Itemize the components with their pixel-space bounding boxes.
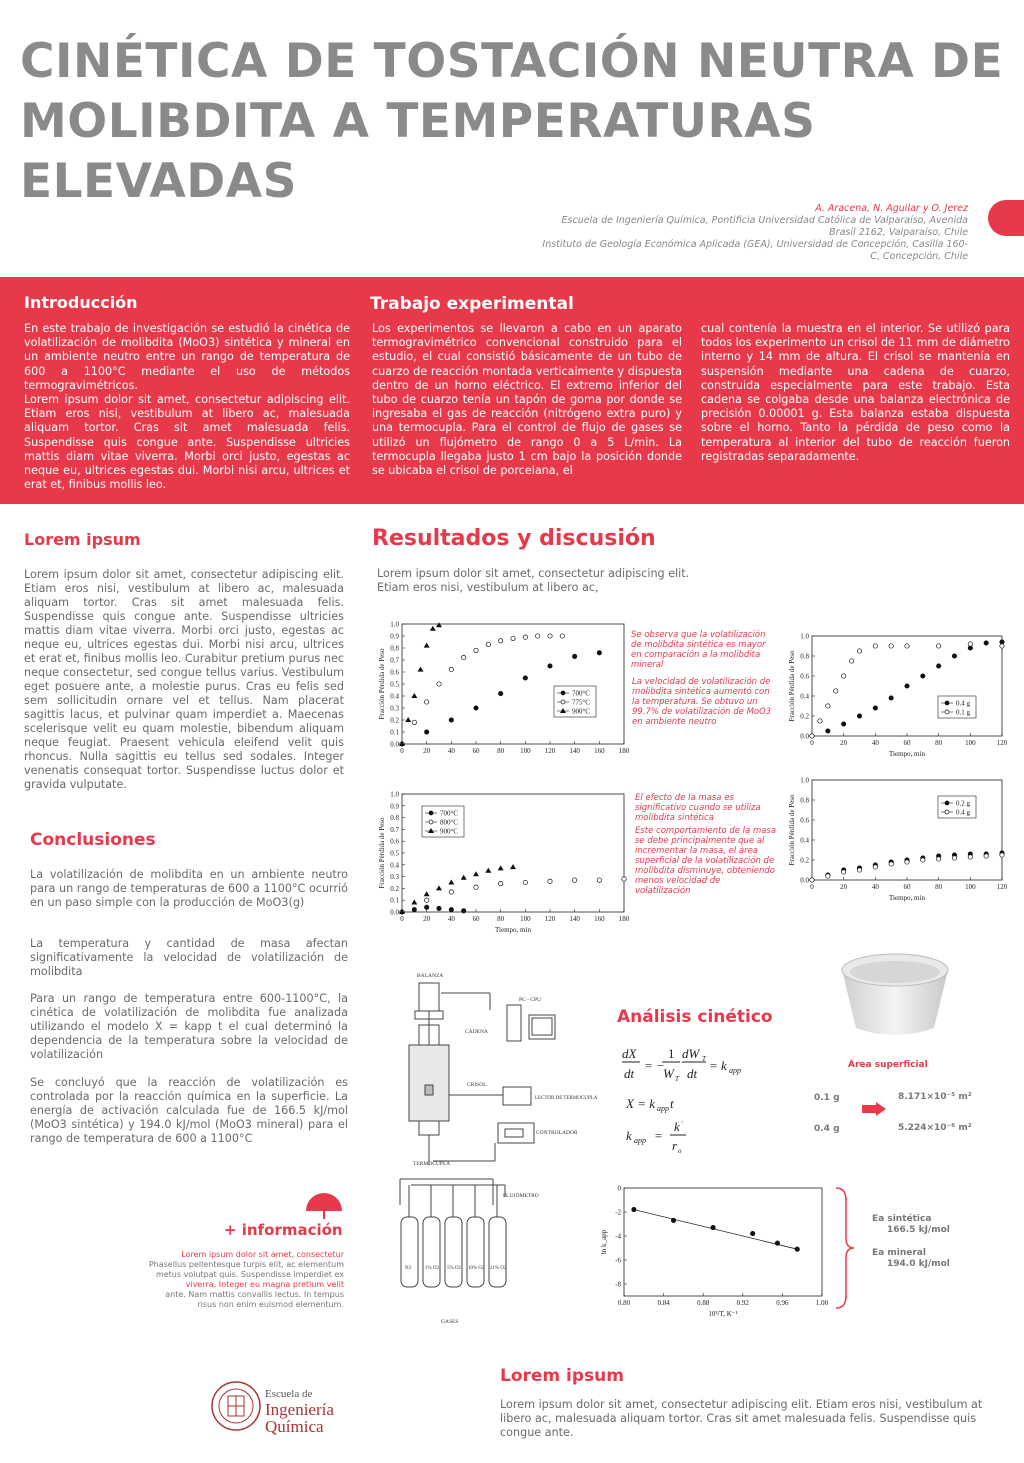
data-point	[449, 907, 453, 911]
note-1: Se observa que la volatilización de molibdita sintética es mayor en comparación a la molibdita mineral	[631, 630, 766, 670]
data-point	[826, 729, 830, 733]
data-point	[572, 654, 576, 658]
data-point	[775, 1241, 779, 1245]
y-tick-label: 0	[617, 1184, 621, 1193]
legend-label: 0.1 g	[956, 708, 970, 717]
gas-label-4: 10% O2	[468, 1266, 485, 1271]
conclusions-p2: La temperatura y cantidad de masa afectan significativamente la velocidad de volatilización de molibdita	[30, 937, 348, 978]
x-tick-label: 120	[996, 883, 1008, 891]
author-names: A. Aracena, N. Aguilar y O. Jerez	[815, 203, 968, 214]
y-tick-label: 0.6	[390, 837, 399, 846]
x-tick-label: 20	[423, 747, 431, 755]
data-point	[936, 644, 940, 648]
x-tick-label: 60	[472, 747, 480, 755]
plot-frame	[402, 624, 624, 744]
svg-text:app: app	[657, 1104, 669, 1113]
data-point	[826, 704, 830, 708]
kinetics-heading: Análisis cinético	[617, 1007, 773, 1027]
svg-text:T: T	[702, 1055, 706, 1063]
gas-label-2: 1% O2	[425, 1266, 440, 1271]
y-tick-label: 1.0	[390, 620, 399, 629]
svg-text:r: r	[672, 1138, 678, 1153]
university-seal-logo	[210, 1380, 262, 1432]
data-point	[461, 875, 467, 880]
y-tick-label: 0.4	[390, 692, 399, 701]
x-tick-label: 140	[569, 747, 580, 755]
y-tick-label: 1.0	[800, 776, 809, 785]
y-tick-label: 0.8	[800, 796, 809, 805]
y-tick-label: 0.6	[800, 672, 809, 681]
data-point	[436, 622, 442, 627]
more-info-heading: + información	[224, 1221, 343, 1239]
data-point	[418, 667, 424, 672]
x-tick-label: 40	[447, 747, 455, 755]
svg-text:': '	[681, 1120, 683, 1128]
data-point	[474, 706, 478, 710]
y-tick-label: 0.7	[390, 656, 399, 665]
x-tick-label: 0	[400, 915, 404, 923]
data-point	[711, 1225, 715, 1229]
legend-label: 775°C	[572, 698, 590, 707]
svg-text:dt: dt	[624, 1066, 635, 1081]
data-point	[905, 684, 909, 688]
x-tick-label: 120	[544, 747, 556, 755]
data-point	[449, 890, 453, 894]
mass-1: 0.1 g	[814, 1093, 840, 1103]
brace-icon	[834, 1186, 856, 1310]
decor-umbrella	[306, 1193, 342, 1211]
svg-text:app: app	[634, 1136, 646, 1145]
legend-marker	[561, 691, 565, 695]
x-axis-label: Tiempo, min	[495, 926, 531, 934]
more-info-line-4: viverra. Integer eu magna pretium velit	[185, 1280, 344, 1289]
data-point	[523, 635, 527, 639]
data-point	[461, 909, 465, 913]
lorem-text-2: Lorem ipsum dolor sit amet, consectetur adipiscing elit. Etiam eros nisi, vestibulum at libero ac, malesuada aliquam tortor. Cras sit amet malesuada felis. Suspendisse quis congue ante.	[500, 1398, 983, 1439]
svg-text:dt: dt	[687, 1066, 698, 1081]
ea-mineral-value: 194.0 kJ/mol	[887, 1259, 950, 1269]
data-point	[810, 734, 814, 738]
data-point	[436, 885, 442, 890]
y-tick-label: 0.5	[390, 680, 399, 689]
svg-text:= k: = k	[709, 1058, 727, 1073]
data-point	[834, 689, 838, 693]
label-balanza: BALANZA	[417, 973, 444, 979]
data-point	[449, 718, 453, 722]
conclusions-heading: Conclusiones	[30, 830, 156, 850]
legend-label: 700°C	[572, 689, 590, 698]
data-point	[841, 674, 845, 678]
more-info-line-6: risus non enim euismod elementum.	[197, 1300, 344, 1309]
label-crisol: CRISOL	[467, 1082, 487, 1088]
svg-text:app: app	[729, 1066, 741, 1075]
x-tick-label: 60	[472, 915, 480, 923]
data-point	[511, 636, 515, 640]
data-point	[424, 700, 428, 704]
data-point	[1000, 853, 1004, 857]
x-tick-label: 40	[871, 739, 879, 747]
legend-marker	[945, 701, 949, 705]
authors-block	[538, 203, 968, 263]
y-tick-label: 1.0	[390, 790, 399, 799]
data-point	[424, 905, 428, 909]
label-gases: GASES	[441, 1319, 459, 1325]
x-tick-label: 120	[996, 739, 1008, 747]
data-point	[921, 858, 925, 862]
apparatus-diagram	[395, 965, 598, 1335]
legend-marker	[945, 710, 949, 714]
y-tick-label: 0.9	[390, 802, 399, 811]
y-tick-label: 0.2	[390, 884, 399, 893]
more-info-line-2: Phasellus pellentesque turpis elit, ac elementum	[148, 1260, 344, 1269]
data-point	[597, 651, 601, 655]
legend-marker	[945, 801, 949, 805]
y-axis-label: Fracción Pérdida de Peso	[378, 817, 386, 889]
x-tick-label: 20	[423, 915, 431, 923]
x-tick-label: 0.92	[736, 1299, 749, 1307]
label-cadena: CADENA	[465, 1029, 488, 1035]
data-point	[873, 644, 877, 648]
x-tick-label: 80	[497, 915, 505, 923]
x-tick-label: 20	[840, 739, 848, 747]
y-tick-label: 1.0	[800, 632, 809, 641]
plot-frame	[624, 1188, 822, 1296]
data-point	[448, 880, 454, 885]
results-heading: Resultados y discusión	[372, 526, 656, 551]
intro-heading: Introducción	[24, 293, 138, 312]
chart-mass-mineral	[790, 772, 1012, 904]
data-point	[622, 877, 626, 881]
conclusions-p4: Se concluyó que la reacción de volatilización es controlada por la reacción química en la superficie. La energía de activación calculada fue de 166.5 kJ/mol (MoO3 sintética) y 194.0 kJ/mol (MoO3 mineral) para el rango de temperatura de 600 a 1100°C	[30, 1076, 348, 1145]
data-point	[632, 1207, 636, 1211]
y-tick-label: 0.2	[800, 712, 809, 721]
data-point	[597, 878, 601, 882]
label-flujometro: FLUJÓMETRO	[503, 1193, 539, 1199]
data-point	[437, 906, 441, 910]
area-2: 5.224×10⁻⁶ m²	[898, 1123, 972, 1133]
y-tick-label: 0.3	[390, 873, 399, 882]
y-tick-label: 0.1	[390, 896, 399, 905]
affiliation-2: Instituto de Geología Económica Aplicada (GEA), Universidad de Concepción, Casilla 160-C, Concepción, Chile	[542, 239, 968, 262]
svg-text:dW: dW	[682, 1046, 700, 1061]
data-point	[498, 881, 502, 885]
svg-text:dX: dX	[622, 1046, 637, 1061]
data-point	[548, 664, 552, 668]
note-3: El efecto de la masa es significativo cuando se utiliza molibdita sintética	[635, 793, 761, 823]
y-tick-label: 0.2	[800, 856, 809, 865]
label-pc: PC - CPU	[519, 997, 542, 1003]
y-axis-label: Fracción Pérdida de Peso	[378, 648, 386, 720]
x-tick-label: 0.96	[776, 1299, 789, 1307]
conclusions-p3: Para un rango de temperatura entre 600-1100°C, la cinética de volatilización de molibdita fue analizada utilizando el modelo X = kapp t el cual determinó la dependencia de la temperatura sobre la velocidad de volatilización	[30, 992, 348, 1061]
lorem-heading-2: Lorem ipsum	[500, 1366, 624, 1386]
svg-text:T: T	[675, 1075, 679, 1083]
data-point	[905, 860, 909, 864]
y-tick-label: 0.8	[390, 644, 399, 653]
svg-text:=: =	[654, 1128, 663, 1143]
lorem-heading-1: Lorem ipsum	[24, 530, 141, 549]
x-tick-label: 0	[400, 747, 404, 755]
decor-umbrella-stem	[323, 1211, 325, 1219]
svg-text:k: k	[626, 1128, 632, 1143]
y-tick-label: 0.4	[800, 692, 809, 701]
y-tick-label: -6	[615, 1256, 621, 1265]
x-tick-label: 120	[544, 915, 556, 923]
logo-line-1: Escuela de	[265, 1388, 313, 1400]
note-2: La velocidad de volatilización de molibdita sintética aumentó con la temperatura. Se obtuvo un 99.7% de volatilización de MoO3 en ambiente neutro	[632, 677, 772, 727]
svg-text:1: 1	[668, 1046, 675, 1061]
legend-label: 0.4 g	[956, 699, 970, 708]
lorem-text-1: Lorem ipsum dolor sit amet, consectetur adipiscing elit. Etiam eros nisi, vestibulum at libero ac, malesuada aliquam tortor. Cras sit amet malesuada felis. Suspendisse quis congue ante. Suspendisse ultricies mattis diam vitae viverra. Morbi orci justo, egestas ac neque eu, ultrices egestas dui. Morbi nisi arcu, ultrices et erat et, finibus mollis leo. Curabitur pretium purus nec neque consectetur, sed congue tellus varius. Vestibulum eget posuere ante, a molestie purus. Cras eu felis sed sem sollicitudin ornare vel et tellus. Nam placerat sagittis lacus, et pulvinar quam imperdiet a. Maecenas scelerisque velit eu quam molestie, bibendum aliquam neque feugiat. Praesent vehicula eleifend velit quis rhoncus. Nulla sagittis eu tellus sed sodales. Integer venenatis consequat tortor. Suspendisse luctus dolor et gravida vulputate.	[24, 568, 344, 791]
data-point	[984, 854, 988, 858]
legend-label: 0.4 g	[956, 808, 970, 817]
y-tick-label: 0.1	[390, 728, 399, 737]
logo-line-2: Ingeniería	[265, 1400, 334, 1419]
x-tick-label: 60	[903, 883, 911, 891]
legend-label: 800°C	[440, 818, 458, 827]
more-info-line-3: metus volutpat quis. Suspendisse imperdiet ex	[155, 1270, 344, 1279]
x-tick-label: 180	[618, 747, 630, 755]
data-point	[430, 626, 436, 631]
x-tick-label: 80	[497, 747, 505, 755]
crucible-image	[834, 948, 956, 1048]
x-tick-label: 0.84	[657, 1299, 670, 1307]
y-tick-label: 0.0	[800, 732, 809, 741]
ea-mineral-label: Ea mineral	[872, 1248, 926, 1258]
data-point	[968, 855, 972, 859]
poster-title: CINÉTICA DE TOSTACIÓN NEUTRA DE MOLIBDITA A TEMPERATURAS ELEVADAS	[20, 34, 1004, 209]
data-point	[795, 1247, 799, 1251]
ea-synthetic	[872, 1214, 950, 1236]
data-point	[411, 693, 417, 698]
x-axis-label: Tiempo, min	[889, 750, 925, 758]
data-point	[921, 674, 925, 678]
decor-half-circle	[988, 200, 1024, 236]
data-point	[857, 649, 861, 653]
x-tick-label: 180	[618, 915, 630, 923]
y-tick-label: 0.8	[390, 814, 399, 823]
data-point	[510, 864, 516, 869]
legend-marker	[429, 811, 433, 815]
arrow-right-icon	[862, 1102, 886, 1116]
label-termocupla: TERMOCUPLA	[413, 1161, 451, 1167]
data-point	[449, 667, 453, 671]
x-tick-label: 140	[569, 915, 580, 923]
x-tick-label: 0.88	[697, 1299, 710, 1307]
label-lector: LECTOR DE TERMOCUPLA	[535, 1096, 598, 1101]
ea-synthetic-label: Ea sintética	[872, 1214, 932, 1224]
intro-text: En este trabajo de investigación se estudió la cinética de volatilización de molibdita (MoO3) sintética y mineral en un ambiente neutro entre un rango de temperatura de 600 a 1100°C mediante el uso de métodos termogravimétricos. Lorem ipsum dolor sit amet, consectetur adipiscing elit. Etiam eros nisi, vestibulum at libero ac, malesuada aliquam tortor. Cras sit amet malesuada felis. Suspendisse quis congue ante. Suspendisse ultricies mattis diam vitae viverra. Morbi orci justo, egestas ac neque eu, ultrices egestas dui. Morbi nisi arcu, ultrices et erat et, finibus mollis leo.	[24, 322, 350, 492]
data-point	[818, 719, 822, 723]
plot-frame	[812, 780, 1002, 880]
data-point	[751, 1231, 755, 1235]
y-tick-label: 0.3	[390, 704, 399, 713]
x-tick-label: 0.80	[617, 1299, 631, 1307]
data-point	[873, 706, 877, 710]
y-tick-label: 0.8	[800, 652, 809, 661]
legend-label: 900°C	[440, 827, 458, 836]
svg-text:X = k: X = k	[626, 1096, 655, 1111]
experimental-text-col1: Los experimentos se llevaron a cabo en un aparato termogravimétrico convencional construido para el estudio, el cual consistió básicamente de un tubo de cuarzo de reacción montada verticalmente y dispuesta dentro de un horno eléctrico. El extremo inferior del tubo de cuarzo tenía un tapón de goma por donde se ingresaba el gas de reacción (nitrógeno extra puro) y una termocupla. Para el control de flujo de gases se utilizó un flujómetro de rango 0 a 5 L/min. La termocupla llegaba justo 1 cm bajo la posición donde se ubicaba el crisol de porcelana, el	[372, 322, 682, 478]
data-point	[424, 898, 428, 902]
data-point	[498, 691, 502, 695]
svg-text:k: k	[674, 1119, 680, 1134]
y-tick-label: 0.0	[800, 876, 809, 885]
data-point	[523, 880, 527, 884]
svg-text:o: o	[678, 1147, 682, 1155]
data-point	[889, 644, 893, 648]
data-point	[889, 862, 893, 866]
x-tick-label: 0	[810, 883, 814, 891]
chart-arrhenius	[598, 1180, 830, 1320]
x-tick-label: 80	[935, 739, 943, 747]
y-tick-label: 0.0	[390, 740, 399, 749]
data-point	[849, 659, 853, 663]
y-tick-label: 0.7	[390, 825, 399, 834]
data-point	[548, 634, 552, 638]
gas-label-1: N2	[405, 1266, 412, 1271]
data-point	[498, 639, 502, 643]
data-point	[424, 730, 428, 734]
data-point	[474, 885, 478, 889]
data-point	[1000, 644, 1004, 648]
legend-marker	[429, 820, 433, 824]
data-point	[857, 714, 861, 718]
logo-line-3: Química	[265, 1417, 324, 1436]
legend-marker	[561, 700, 565, 704]
y-tick-label: 0.5	[390, 849, 399, 858]
data-point	[952, 654, 956, 658]
data-point	[485, 868, 491, 873]
data-point	[461, 655, 465, 659]
data-point	[671, 1218, 675, 1222]
y-tick-label: 0.0	[390, 908, 399, 917]
data-point	[424, 891, 430, 896]
data-point	[437, 682, 441, 686]
x-tick-label: 1.00	[815, 1299, 829, 1307]
x-tick-label: 0	[810, 739, 814, 747]
chart-temp-mineral	[372, 788, 630, 940]
data-point	[474, 648, 478, 652]
experimental-text-col2: cual contenía la muestra en el interior. Se utilizó para todos los experimento un crisol de 11 mm de diámetro interno y 14 mm de altura. El crisol se mantenía en suspensión mediante una cadena de cuarzo, construida especialmente para este trabajo. Esta cadena se colgaba desde una balanza electrónica de precisión 0.00001 g. Esta balanza estaba dispuesta sobre el horno. Tanto la pérdida de peso como la temperatura al interior del tubo de reacción fueron registradas separadamente.	[701, 322, 1010, 463]
data-point	[841, 870, 845, 874]
legend-label: 900°C	[572, 707, 590, 716]
y-tick-label: -2	[615, 1208, 621, 1217]
chart-temp-synthetic	[372, 618, 630, 764]
x-tick-label: 100	[520, 747, 531, 755]
data-point	[412, 720, 416, 724]
svg-text:= −: = −	[644, 1058, 665, 1073]
data-point	[548, 879, 552, 883]
area-1: 8.171×10⁻⁵ m²	[898, 1092, 972, 1102]
x-tick-label: 160	[594, 915, 605, 923]
y-tick-label: -8	[615, 1280, 621, 1289]
data-point	[984, 641, 988, 645]
chart-mass-synthetic	[790, 628, 1012, 762]
y-tick-label: -4	[615, 1232, 621, 1241]
ea-synthetic-value: 166.5 kJ/mol	[887, 1225, 950, 1235]
more-info-line-1: Lorem ipsum dolor sit amet, consectetur	[181, 1250, 344, 1259]
more-info-text	[140, 1250, 344, 1310]
area-label: Área superficial	[848, 1060, 928, 1070]
legend-marker	[945, 810, 949, 814]
y-tick-label: 0.6	[390, 668, 399, 677]
legend-label: 700°C	[440, 809, 458, 818]
results-text: Lorem ipsum dolor sit amet, consectetur adipiscing elit. Etiam eros nisi, vestibulum at libero ac,	[377, 567, 690, 594]
data-point	[535, 634, 539, 638]
data-point	[936, 857, 940, 861]
data-point	[826, 874, 830, 878]
data-point	[968, 642, 972, 646]
kinetic-equations	[618, 1042, 788, 1162]
y-axis-label: Fracción Pérdida de Peso	[788, 650, 796, 722]
ea-mineral	[872, 1248, 950, 1270]
data-point	[473, 871, 479, 876]
data-point	[412, 907, 416, 911]
y-tick-label: 0.6	[800, 816, 809, 825]
x-axis-label: Tiempo, min	[889, 894, 925, 902]
gas-label-3: 5% O2	[447, 1266, 462, 1271]
svg-text:t: t	[670, 1096, 674, 1111]
fit-line	[634, 1210, 797, 1250]
data-point	[936, 664, 940, 668]
y-axis-label: ln k_app	[600, 1229, 608, 1255]
x-tick-label: 20	[840, 883, 848, 891]
y-tick-label: 0.4	[390, 861, 399, 870]
data-point	[424, 643, 430, 648]
x-tick-label: 40	[871, 883, 879, 891]
y-tick-label: 0.4	[800, 836, 809, 845]
x-tick-label: 40	[447, 915, 455, 923]
data-point	[810, 878, 814, 882]
data-point	[857, 868, 861, 872]
note-4: Este comportamiento de la masa se debe principalmente que al incrementar la masa, el área superficial de la volatilización de molibdita disminuye, obteniendo menos velocidad de volatilización	[635, 826, 777, 896]
y-tick-label: 0.2	[390, 716, 399, 725]
mass-2: 0.4 g	[814, 1124, 840, 1134]
data-point	[498, 865, 504, 870]
data-point	[889, 696, 893, 700]
data-point	[841, 722, 845, 726]
data-point	[560, 634, 564, 638]
x-tick-label: 80	[935, 883, 943, 891]
x-tick-label: 100	[965, 739, 976, 747]
data-point	[486, 642, 490, 646]
experimental-heading: Trabajo experimental	[370, 294, 574, 314]
label-controlador: CONTROLADOR	[536, 1130, 578, 1136]
affiliation-1: Escuela de Ingeniería Química, Pontificia Universidad Católica de Valparaíso, Avenida Brasil 2162, Valparaíso, Chile	[561, 215, 968, 238]
x-tick-label: 100	[520, 915, 531, 923]
gas-label-5: 21% O2	[490, 1266, 507, 1271]
x-tick-label: 160	[594, 747, 605, 755]
x-tick-label: 60	[903, 739, 911, 747]
data-point	[952, 856, 956, 860]
svg-text:W: W	[663, 1066, 674, 1081]
data-point	[523, 676, 527, 680]
x-tick-label: 100	[965, 883, 976, 891]
data-point	[405, 717, 411, 722]
y-tick-label: 0.9	[390, 632, 399, 641]
y-axis-label: Fracción Pérdida de Peso	[788, 794, 796, 866]
data-point	[572, 878, 576, 882]
data-point	[873, 865, 877, 869]
conclusions-p1: La volatilización de molibdita en un ambiente neutro para un rango de temperaturas de 600 a 1100°C ocurrió en un paso simple con la producción de MoO3(g)	[30, 868, 348, 909]
more-info-line-5: ante. Nam mattis convallis lectus. In tempus	[165, 1290, 344, 1299]
data-point	[411, 900, 417, 905]
legend-label: 0.2 g	[956, 799, 970, 808]
data-point	[905, 644, 909, 648]
x-axis-label: 10³/T, K⁻¹	[708, 1310, 738, 1318]
